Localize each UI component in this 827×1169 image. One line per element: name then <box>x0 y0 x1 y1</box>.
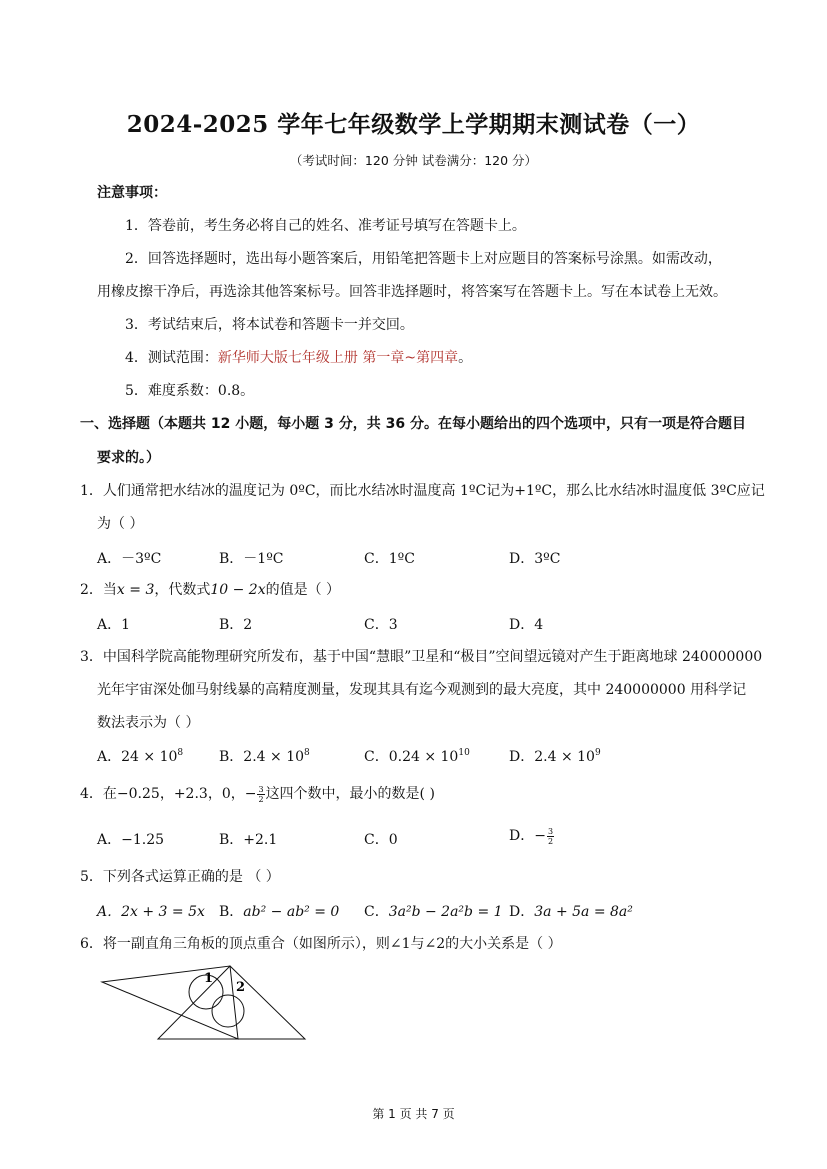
exam-info: （考试时间：120 分钟 试卷满分：120 分） <box>289 153 538 168</box>
option-c-expression: 3a²b − 2a²b = 1 <box>388 904 503 920</box>
triangle-diagram <box>98 962 310 1046</box>
question-3-line-1: 3．中国科学院高能物理研究所发布，基于中国“慧眼”卫星和“极目”空间望远镜对产生于距离地球 240000000 <box>80 649 763 665</box>
question-3-option-c <box>364 746 470 766</box>
angle-label-2: 2 <box>236 980 246 995</box>
question-4-fraction <box>257 785 264 804</box>
fraction-denominator: 2 <box>258 794 264 804</box>
question-1-line-2: 为（ ） <box>97 516 144 532</box>
question-5-option-a: A．2x + 3 = 5x <box>97 904 205 920</box>
question-3-option-a <box>97 746 183 766</box>
question-4-suffix: 这四个数中，最小的数是( ) <box>265 786 435 802</box>
question-3-option-b <box>219 746 310 766</box>
option-d-exponent: 9 <box>594 748 601 758</box>
option-c-exponent: 10 <box>458 748 470 758</box>
question-3-option-d <box>509 746 601 766</box>
question-4-prefix: 4．在 <box>80 786 117 802</box>
question-2-prefix: 2．当 <box>80 582 117 598</box>
page-title: 2024-2025 学年七年级数学上学期期末测试卷（一） <box>126 111 701 138</box>
option-a-label: A． <box>97 749 122 765</box>
option-b-expression: ab² − ab² = 0 <box>243 904 340 920</box>
question-5-stem: 5．下列各式运算正确的是 （ ） <box>80 869 280 885</box>
section-1-heading-line-2: 要求的。） <box>97 450 160 466</box>
question-2-option-c: C．3 <box>364 617 398 633</box>
question-2-option-a: A．1 <box>97 617 131 633</box>
option-b-exponent: 8 <box>304 748 310 758</box>
notice-item-2-line-2: 用橡皮擦干净后，再选涂其他答案标号。回答非选择题时，将答案写在答题卡上。写在本试卷上无效。 <box>97 284 727 300</box>
notice-item-4 <box>125 348 472 368</box>
notice-item-1: 1．答卷前，考生务必将自己的姓名、准考证号填写在答题卡上。 <box>125 218 526 234</box>
question-2-stem <box>80 580 340 600</box>
question-5-option-d <box>509 901 633 921</box>
question-4-option-c: C．0 <box>364 832 398 848</box>
question-4-option-d <box>509 825 555 846</box>
option-c-label: C． <box>364 749 389 765</box>
question-4-stem <box>80 784 435 804</box>
option-d-label: D． <box>509 749 535 765</box>
section-1-heading-line-1: 一、选择题（本题共 12 小题，每小题 3 分，共 36 分。在每小题给出的四个选项中，只有一项是符合题目 <box>80 416 746 432</box>
triangle-left <box>102 966 238 1039</box>
question-1-option-b: B．－1ºC <box>219 551 284 567</box>
option-b-label: B． <box>219 749 244 765</box>
question-3-line-3: 数法表示为（ ） <box>97 715 200 731</box>
option-d-label: D． <box>509 904 535 920</box>
option-b-base: 2.4 × 10 <box>243 749 305 765</box>
option-c-base: 0.24 × 10 <box>388 749 459 765</box>
option-a-base: 24 × 10 <box>121 749 178 765</box>
question-2-option-d: D．4 <box>509 617 544 633</box>
option-d-label: D．− <box>509 828 546 844</box>
notice-item-4-prefix: 4．测试范围： <box>125 350 218 366</box>
question-1-option-d: D．3ºC <box>509 551 561 567</box>
option-d-base: 2.4 × 10 <box>534 749 595 765</box>
question-1-option-a: A．－3ºC <box>97 551 162 567</box>
question-5-option-c <box>364 901 503 921</box>
option-c-label: C． <box>364 904 389 920</box>
question-2-condition: x = 3 <box>116 582 155 598</box>
question-6-stem: 6．将一副直角三角板的顶点重合（如图所示），则∠1与∠2的大小关系是（ ） <box>80 936 562 952</box>
question-1-option-c: C．1ºC <box>364 551 415 567</box>
test-scope: 新华师大版七年级上册 第一章~第四章 <box>217 350 459 366</box>
notice-item-2-line-1: 2．回答选择题时，选出每小题答案后，用铅笔把答题卡上对应题目的答案标号涂黑。如需改动， <box>125 251 722 267</box>
notice-heading: 注意事项： <box>97 185 167 201</box>
question-4-numbers: −0.25，+2.3，0， <box>116 786 245 802</box>
question-4-negative-sign: − <box>244 786 257 802</box>
angle-label-1: 1 <box>204 971 214 986</box>
question-2-mid: ，代数式 <box>154 582 211 598</box>
question-2-suffix: 的值是（ ） <box>265 582 341 598</box>
question-5-option-b <box>219 901 339 921</box>
fraction-denominator: 2 <box>547 836 554 846</box>
option-d-fraction <box>547 827 554 846</box>
page-footer: 第 1 页 共 7 页 <box>372 1107 455 1121</box>
question-4-option-a: A．−1.25 <box>97 832 165 848</box>
fraction-numerator: 3 <box>258 784 264 794</box>
question-2-option-b: B．2 <box>219 617 253 633</box>
question-3-line-2: 光年宇宙深处伽马射线暴的高精度测量，发现其具有迄今观测到的最大亮度，其中 240000000 用科学记 <box>97 682 747 698</box>
option-a-exponent: 8 <box>177 748 184 758</box>
option-d-expression: 3a + 5a = 8a² <box>534 904 633 920</box>
option-b-label: B． <box>219 904 244 920</box>
notice-item-4-suffix: 。 <box>458 350 473 366</box>
angle-arc-2 <box>212 995 244 1027</box>
question-4-option-b: B．+2.1 <box>219 832 278 848</box>
fraction-numerator: 3 <box>547 826 554 836</box>
question-2-expression: 10 − 2x <box>210 582 266 598</box>
notice-item-5: 5．难度系数：0.8。 <box>125 383 255 399</box>
question-1-line-1: 1．人们通常把水结冰的温度记为 0ºC，而比水结冰时温度高 1ºC记为+1ºC，那么比水结冰时温度低 3ºC应记 <box>80 483 765 499</box>
notice-item-3: 3．考试结束后，将本试卷和答题卡一并交回。 <box>125 317 414 333</box>
